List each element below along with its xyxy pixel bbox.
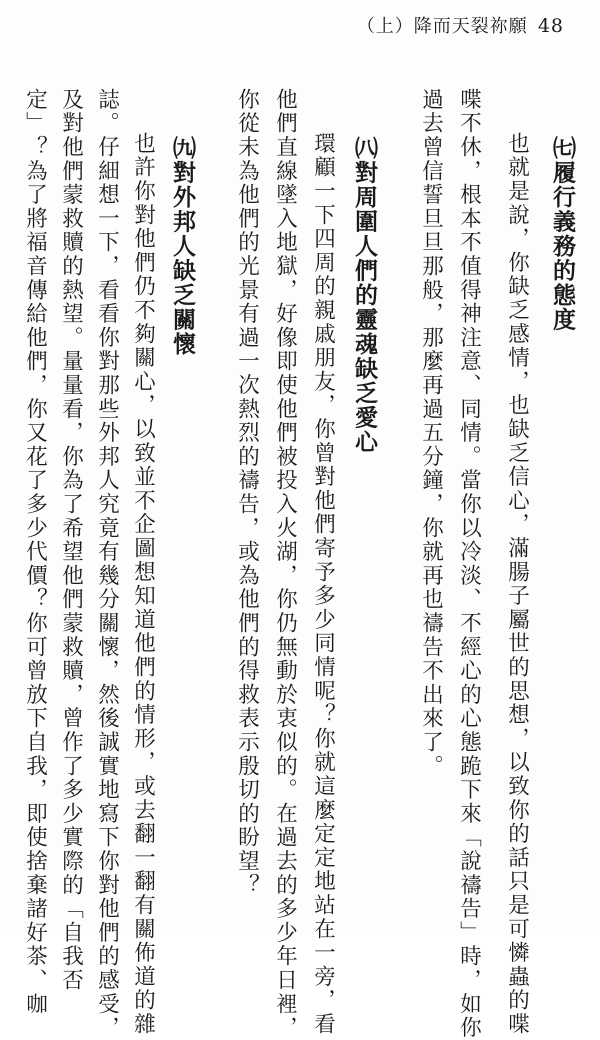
section-heading-8: ㈧對周圍人們的靈魂缺乏愛心 <box>351 136 377 455</box>
text-column: 你從未為他們的光景有過一次熱烈的禱告，或為他們的得救表示殷切的盼望？ <box>234 88 260 898</box>
text-column: 也許你對他們仍不夠關心，以致並不企圖想知道他們的情形，或去翻一翻有關佈道的雜 <box>130 132 156 1037</box>
text-column: 及對他們蒙救贖的熱望。量量看，你為了希望他們蒙救贖，曾作了多少實際的「自我否 <box>58 88 84 993</box>
text-column: 定」？為了將福音傳給他們，你又花了多少代價？你可曾放下自我，即使捨棄諸好茶、咖 <box>22 88 48 1017</box>
text-column: 也就是說，你缺乏感情，也缺乏信心，滿腸子屬世的思想，以致你的話只是可憐蟲的喋 <box>504 132 530 1037</box>
text-column: 他們直線墜入地獄，好像即使他們被投入火湖，你仍無動於衷似的。在過去的多少年日裡， <box>272 88 298 1040</box>
text-column: 喋不休，根本不值得神注意、同情。當你以冷淡、不經心的心態跪下來「說禱告」時，如你 <box>456 88 482 1040</box>
page-number: 48 <box>537 15 564 37</box>
running-head: （上）降而天裂祢願 <box>356 16 528 37</box>
page-header <box>357 12 564 38</box>
text-column: 環顧一下四周的親戚朋友，你曾對他們寄予多少同情呢？你就這麼定定地站在一旁，看 <box>310 132 336 1037</box>
text-column: 誌。仔細想一下，看看你對那些外邦人究竟有幾分關懷，然後誠實地寫下你對他們的感受， <box>94 88 120 1040</box>
section-heading-9: ㈨對外邦人缺乏關懷 <box>169 136 195 357</box>
text-column: 過去曾信誓旦旦那般，那麼再過五分鐘，你就再也禱告不出來了。 <box>418 88 444 779</box>
section-heading-7: ㈦履行義務的態度 <box>549 136 575 332</box>
